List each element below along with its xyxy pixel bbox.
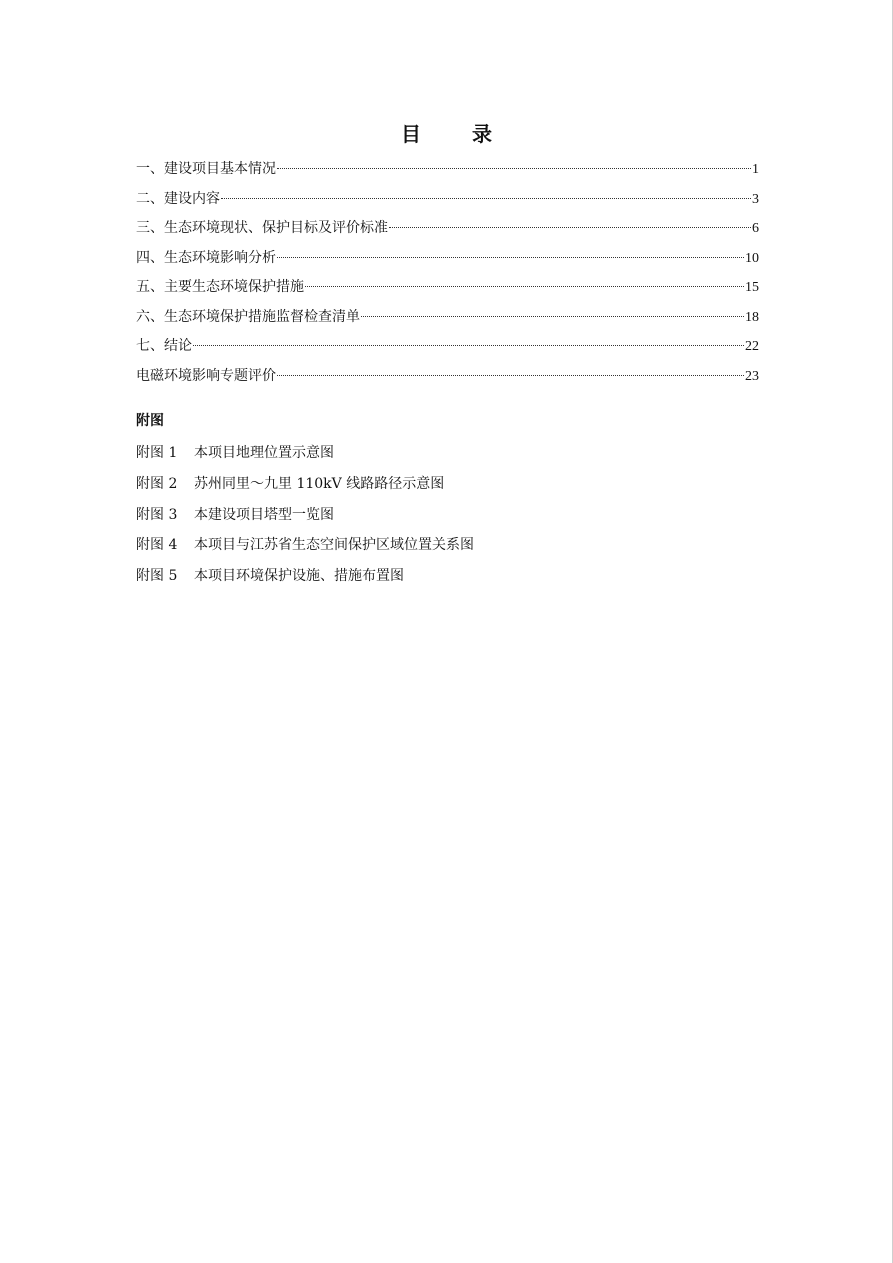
figure-entry xyxy=(136,503,776,534)
toc-entry-page: 6 xyxy=(752,221,759,236)
toc-entry-page: 10 xyxy=(745,250,759,266)
toc-entry-label: 二、建设内容 xyxy=(136,190,220,207)
figure-title: 本建设项目塔型一览图 xyxy=(194,506,334,523)
figure-title: 苏州同里～九里 110kV 线路路径示意图 xyxy=(194,475,445,492)
table-of-contents xyxy=(136,157,759,393)
toc-entry-label: 七、结论 xyxy=(136,338,192,354)
toc-entry-label: 五、主要生态环境保护措施 xyxy=(136,279,304,295)
figure-entry xyxy=(136,564,776,595)
toc-entry[interactable] xyxy=(136,187,759,217)
toc-entry-label: 电磁环境影响专题评价 xyxy=(136,367,276,384)
toc-entry-label: 一、建设项目基本情况 xyxy=(136,161,276,177)
toc-entry[interactable] xyxy=(136,157,759,187)
toc-leader-dots xyxy=(361,316,744,317)
toc-entry-label: 三、生态环境现状、保护目标及评价标准 xyxy=(136,220,388,236)
toc-entry-page: 1 xyxy=(752,162,759,177)
figure-entry xyxy=(136,441,776,472)
toc-entry-label: 四、生态环境影响分析 xyxy=(136,249,276,266)
toc-entry-page: 18 xyxy=(745,309,759,325)
toc-leader-dots xyxy=(277,168,751,169)
toc-leader-dots xyxy=(277,375,744,376)
toc-leader-dots xyxy=(305,286,744,287)
figures-heading: 附图 xyxy=(136,413,164,429)
toc-entry[interactable] xyxy=(136,275,759,305)
toc-entry[interactable] xyxy=(136,216,759,246)
toc-entry[interactable] xyxy=(136,334,759,364)
figure-number: 附图 3 xyxy=(136,506,178,523)
figure-number: 附图 1 xyxy=(136,445,178,461)
toc-entry-page: 15 xyxy=(745,280,759,295)
toc-entry[interactable] xyxy=(136,364,759,394)
toc-leader-dots xyxy=(193,345,744,346)
figure-number: 附图 2 xyxy=(136,475,178,492)
toc-entry-page: 23 xyxy=(745,368,759,384)
figure-entry xyxy=(136,472,776,503)
toc-entry-page: 3 xyxy=(752,191,759,207)
figures-list xyxy=(136,441,776,595)
figure-number: 附图 4 xyxy=(136,537,178,554)
figure-title: 本项目环境保护设施、措施布置图 xyxy=(194,568,404,585)
toc-entry-label: 六、生态环境保护措施监督检查清单 xyxy=(136,308,360,325)
toc-entry-page: 22 xyxy=(745,339,759,354)
figure-title: 本项目与江苏省生态空间保护区域位置关系图 xyxy=(194,537,474,554)
figure-title: 本项目地理位置示意图 xyxy=(194,445,334,461)
toc-leader-dots xyxy=(389,227,751,228)
figure-entry xyxy=(136,533,776,564)
figure-number: 附图 5 xyxy=(136,568,178,585)
toc-leader-dots xyxy=(277,257,744,258)
toc-entry[interactable] xyxy=(136,246,759,276)
toc-leader-dots xyxy=(221,198,751,199)
toc-entry[interactable] xyxy=(136,305,759,335)
page-title: 目 录 xyxy=(401,122,514,146)
